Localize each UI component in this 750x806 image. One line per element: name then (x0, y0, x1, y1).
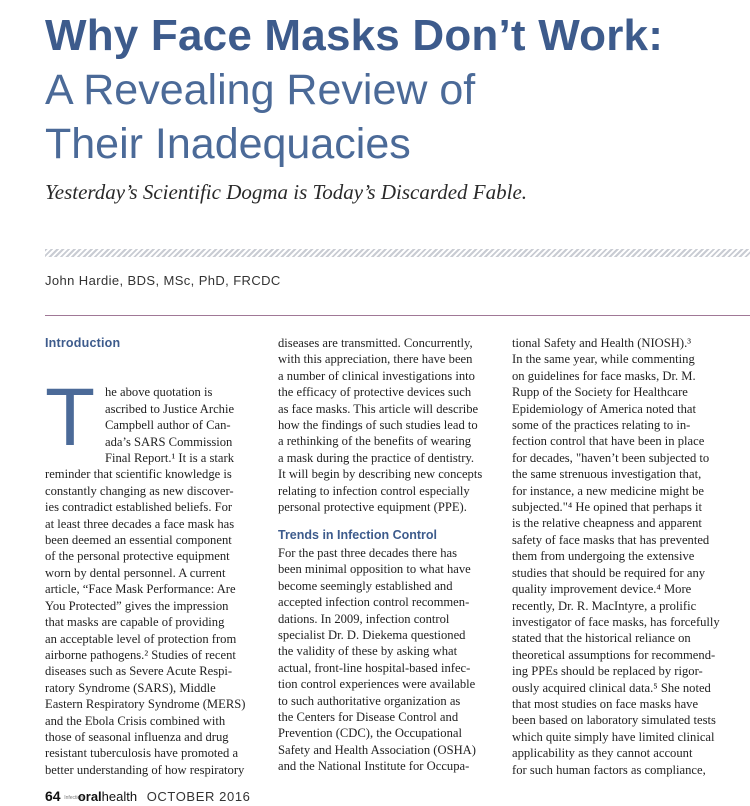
text-line: reminder that scientific knowledge is (45, 467, 232, 482)
divider-rule (45, 315, 750, 316)
text-line: tional Safety and Health (NIOSH).³ (512, 336, 691, 350)
text-line: been deemed an essential component (45, 533, 232, 548)
text-line: quality improvement device.⁴ More (512, 582, 692, 597)
drop-cap: T (45, 372, 96, 464)
text-line: been based on laboratory simulated tests (512, 713, 716, 728)
text-line: In the same year, while commenting (512, 352, 695, 367)
text-line: specialist Dr. D. Diekema questioned (278, 627, 466, 642)
text-line: ada’s SARS Commission (105, 434, 233, 449)
section-heading-trends: Trends in Infection Control (278, 528, 438, 543)
text-line: the validity of these by asking what (278, 644, 458, 659)
text-line: theoretical assumptions for recommend- (512, 647, 716, 662)
text-line: is the relative cheapness and apparent (512, 516, 702, 531)
text-line: ies contradict established beliefs. For (45, 500, 233, 515)
text-line: diseases are transmitted. Concurrently, (278, 336, 473, 350)
text-line: Final Report.¹ It is a stark (105, 451, 234, 466)
hatched-divider (45, 249, 750, 257)
text-line: ously acquired clinical data.⁵ She noted (512, 680, 711, 695)
text-line: become seemingly established and (278, 578, 453, 593)
article-subtitle: Yesterday’s Scientific Dogma is Today’s Discarded Fable. (45, 180, 528, 204)
text-line: stated that the historical reliance on (512, 631, 691, 646)
text-line: and the National Institute for Occupa- (278, 759, 470, 774)
text-line: for instance, a new medicine might be (512, 483, 704, 498)
issue-date: OCTOBER 2016 (146, 789, 251, 804)
magazine-brand-rest: health (101, 789, 138, 804)
text-line: as face masks. This article will describe (278, 401, 479, 416)
text-line: recently, Dr. R. MacIntyre, a prolific (512, 598, 697, 613)
text-line: It will begin by describing new concepts (278, 467, 483, 482)
text-line: them from undergoing the extensive (512, 549, 695, 564)
magazine-brand-bold: oral (77, 789, 102, 804)
text-line: worn by dental personnel. A current (45, 565, 226, 580)
page-number: 64 (45, 788, 61, 804)
column-2-lines-a (278, 335, 488, 515)
text-line: been minimal opposition to what have (278, 562, 471, 577)
text-line: Rupp of the Society for Healthcare (512, 385, 688, 400)
footer-vertical-mark: Infection (64, 794, 84, 801)
text-line: Safety and Health Association (OSHA) (278, 742, 476, 757)
text-line: on guidelines for face masks, Dr. M. (512, 368, 696, 383)
text-line: constantly changing as new discover- (45, 483, 234, 498)
text-line: dations. In 2009, infection control (278, 611, 450, 626)
text-line: tion control experiences were available (278, 677, 476, 692)
text-line: that masks are capable of providing (45, 615, 225, 630)
text-line: studies that should be required for any (512, 565, 706, 580)
author-byline: John Hardie, BDS, MSc, PhD, FRCDC (45, 273, 281, 288)
text-line: how the findings of such studies lead to (278, 418, 478, 433)
text-line: the same strenuous investigation that, (512, 467, 702, 482)
article-title-line1: Why Face Masks Don’t Work: (45, 11, 664, 60)
text-line: a mask during the practice of dentistry. (278, 450, 475, 465)
text-line: for such human factors as compliance, (512, 762, 706, 777)
text-line: accepted infection control recommen- (278, 595, 470, 610)
article-title-line2 (45, 63, 745, 171)
text-line: investigator of face masks, has forcefully (512, 614, 720, 629)
text-line: with this appreciation, there have been (278, 352, 473, 367)
text-line: that most studies on face masks have (512, 696, 699, 711)
column-3 (512, 335, 732, 778)
text-line: subjected."⁴ He opined that perhaps it (512, 500, 702, 515)
text-line: an acceptable level of protection from (45, 631, 237, 646)
text-line: actual, front-line hospital-based infec- (278, 660, 471, 675)
text-line: those of seasonal influenza and drug (45, 729, 229, 744)
text-line: the Centers for Disease Control and (278, 709, 459, 724)
text-line: for decades, "haven’t been subjected to (512, 450, 710, 465)
text-line: to such authoritative organization as (278, 693, 461, 708)
text-line: relating to infection control especially (278, 483, 470, 498)
text-line: Eastern Respiratory Syndrome (MERS) (45, 697, 246, 712)
column-1 (45, 335, 250, 778)
text-line: Epidemiology of America noted that (512, 401, 696, 416)
column-2-lines-b (278, 545, 488, 775)
article-title-line3-text: Their Inadequacies (45, 120, 411, 168)
text-line: Prevention (CDC), the Occupational (278, 726, 462, 741)
text-line: diseases such as Severe Acute Respi- (45, 664, 233, 679)
text-line: some of the practices relating to in- (512, 418, 691, 433)
intro-paragraph (45, 372, 250, 778)
column-3-lines (512, 335, 732, 778)
text-line: Campbell author of Can- (105, 418, 231, 433)
text-line: airborne pathogens.² Studies of recent (45, 647, 236, 662)
text-line: For the past three decades there has (278, 545, 458, 560)
text-line: ratory Syndrome (SARS), Middle (45, 680, 216, 695)
column-2 (278, 335, 488, 775)
text-line: which quite simply have limited clinical (512, 729, 715, 744)
text-line: You Protected” gives the impression (45, 598, 229, 613)
text-line: a number of clinical investigations into (278, 368, 475, 383)
text-line: at least three decades a face mask has (45, 516, 235, 531)
section-heading-introduction: Introduction (45, 336, 121, 350)
text-line: fection control that have been in place (512, 434, 705, 449)
text-line: applicability as they cannot account (512, 746, 693, 761)
text-line: and the Ebola Crisis combined with (45, 713, 226, 728)
text-line: a rethinking of the benefits of wearing (278, 434, 472, 449)
text-line: of the personal protective equipment (45, 549, 230, 564)
text-line: he above quotation is (105, 385, 213, 400)
text-line: article, “Face Mask Performance: Are (45, 582, 236, 597)
page-footer (45, 788, 251, 804)
text-line: personal protective equipment (PPE). (278, 500, 467, 515)
text-line: better understanding of how respiratory (45, 762, 245, 777)
text-line: resistant tuberculosis have promoted a (45, 746, 239, 761)
text-line: ascribed to Justice Archie (105, 401, 235, 416)
article-title-line2-text: A Revealing Review of (45, 66, 476, 114)
text-line: ing PPEs should be replaced by rigor- (512, 664, 703, 679)
text-line: the efficacy of protective devices such (278, 385, 472, 400)
text-line: safety of face masks that has prevented (512, 532, 710, 547)
